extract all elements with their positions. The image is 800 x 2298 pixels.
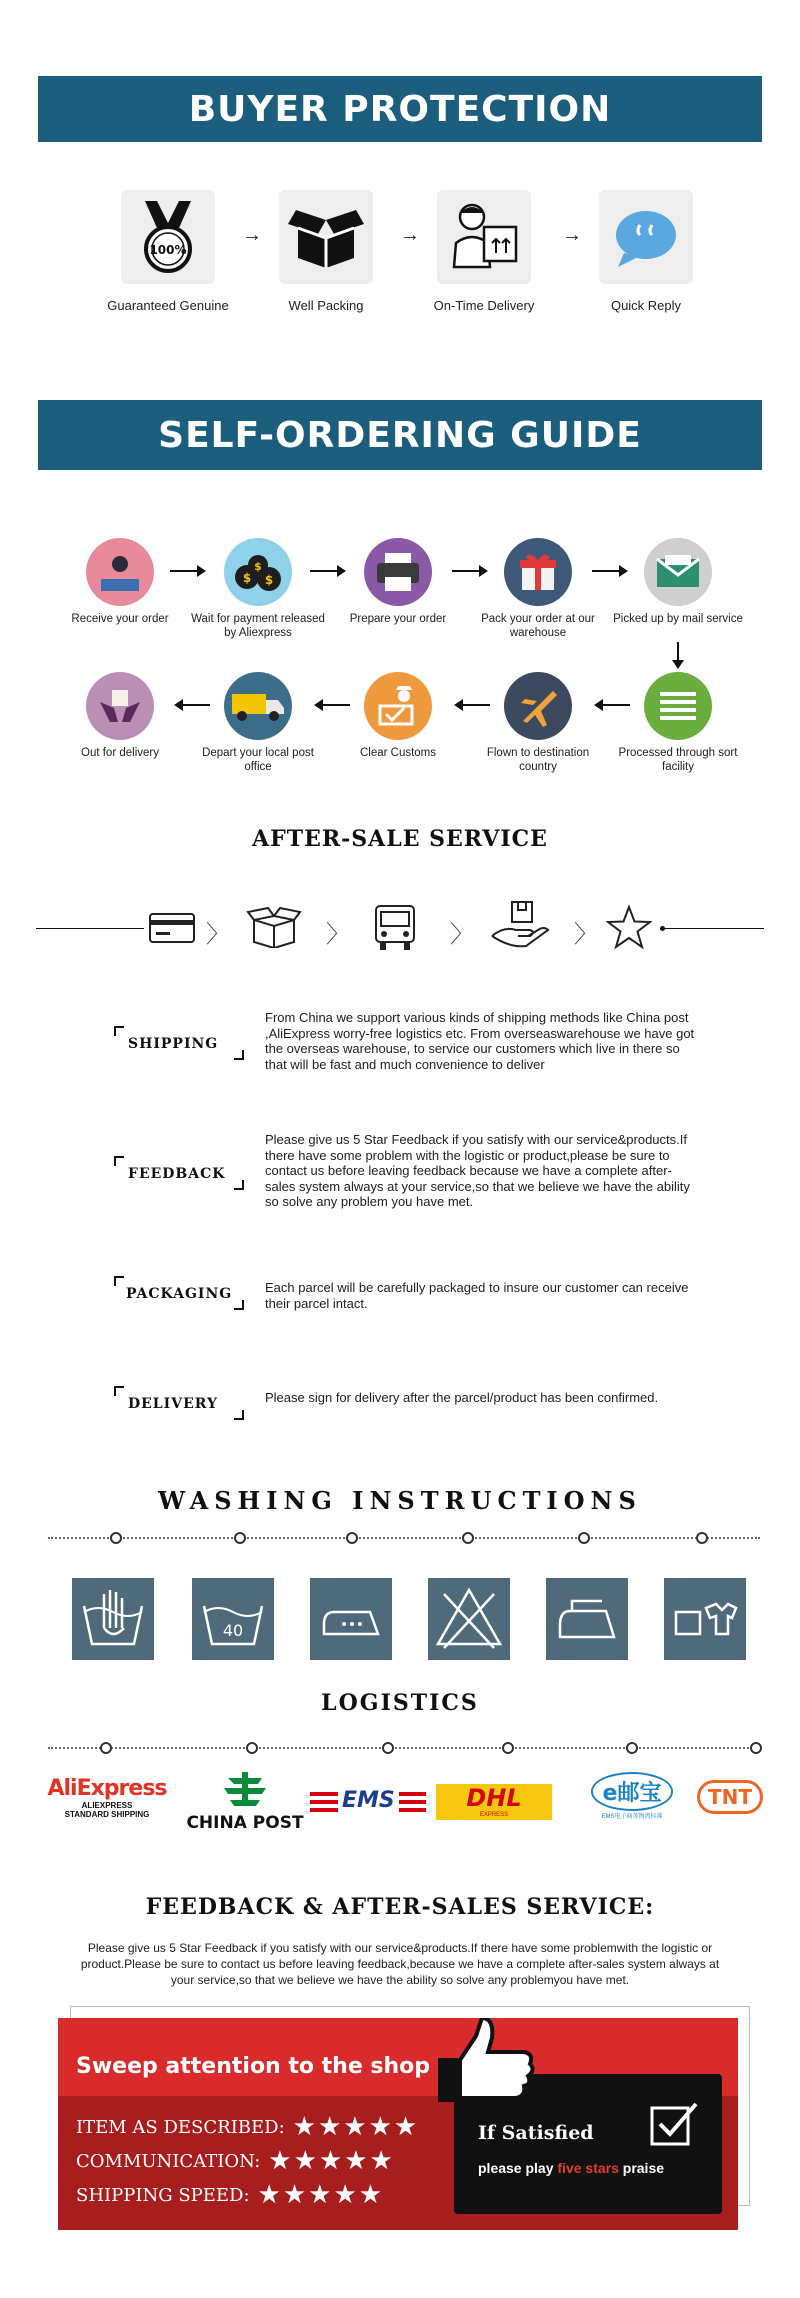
guide-step-pickup bbox=[608, 538, 748, 626]
step-label: Wait for payment released by Aliexpress bbox=[191, 613, 325, 639]
guide-step-prepare bbox=[328, 538, 468, 626]
five-stars-icon: ★★★★★ bbox=[257, 2180, 385, 2210]
feedback-text: Please give us 5 Star Feedback if you satisfy with our service&products.If there have some problemwith the logistic or product.Please be sure to contact us before leaving feedback,because we have a complete after-sales system always at your service,so that we believe we have the ability so solve any problemyou have met. bbox=[80, 1941, 720, 1987]
chat-bubble-icon bbox=[599, 190, 693, 284]
step-label: Pack your order at our warehouse bbox=[481, 613, 595, 639]
airplane-icon bbox=[504, 672, 572, 740]
timeline-ring bbox=[110, 1532, 122, 1544]
iron-low-icon bbox=[310, 1578, 392, 1660]
rating-row-item bbox=[76, 2112, 419, 2142]
bp-item-genuine bbox=[88, 190, 248, 313]
timeline-ring bbox=[750, 1742, 762, 1754]
arrow-right-icon: → bbox=[562, 224, 582, 246]
service-text-feedback: Please give us 5 Star Feedback if you satisfy with our service&products.If there have some problem with the logistic or product,please be sure to contact us before leaving feedback because we have a complete after-sales system always at your service,so that we believe we have the ability so solve any problem you have met. bbox=[265, 1132, 690, 1209]
logistics-dotted-line bbox=[48, 1747, 760, 1749]
svg-text:$: $ bbox=[264, 573, 274, 587]
rating-row-shipping bbox=[76, 2180, 384, 2210]
logistics-title: LOGISTICS bbox=[321, 1690, 479, 1716]
timeline-ring bbox=[502, 1742, 514, 1754]
arrow-right-icon: → bbox=[242, 224, 262, 246]
step-label: Clear Customs bbox=[359, 747, 437, 759]
timeline-ring bbox=[696, 1532, 708, 1544]
money-bags-icon bbox=[224, 538, 292, 606]
svg-text:$: $ bbox=[242, 571, 252, 585]
self-ordering-banner bbox=[38, 400, 762, 470]
timeline-line-left bbox=[36, 928, 144, 929]
rating-label: ITEM AS DESCRIBED: bbox=[76, 2116, 285, 2138]
chevron-right-icon: 〉 bbox=[326, 921, 350, 948]
eub-logo bbox=[582, 1772, 682, 1820]
guide-step-depart bbox=[188, 672, 328, 774]
wash-temp-text: 40 bbox=[222, 1621, 244, 1640]
step-label: Out for delivery bbox=[81, 747, 159, 759]
aliexpress-logo-sub: ALIEXPRESS bbox=[81, 1801, 133, 1810]
rating-label: COMMUNICATION: bbox=[76, 2150, 261, 2172]
truck-icon bbox=[224, 672, 292, 740]
china-post-emblem-icon bbox=[222, 1770, 268, 1808]
aliexpress-logo bbox=[44, 1776, 170, 1819]
aliexpress-logo-sub2: STANDARD SHIPPING bbox=[64, 1810, 150, 1819]
garments-icon bbox=[664, 1578, 746, 1660]
medal-100-icon bbox=[121, 190, 215, 284]
after-sale-title: AFTER-SALE SERVICE bbox=[252, 826, 548, 852]
service-label-feedback bbox=[114, 1156, 244, 1190]
timeline-ring bbox=[100, 1742, 112, 1754]
chevron-right-icon: 〉 bbox=[574, 921, 598, 948]
hand-wash-icon bbox=[72, 1578, 154, 1660]
eub-logo-text: e邮宝 bbox=[591, 1772, 674, 1811]
arrow-down-head bbox=[672, 660, 684, 669]
star-icon bbox=[606, 904, 652, 955]
step-label: Flown to destination country bbox=[486, 747, 590, 773]
washing-dotted-line bbox=[48, 1537, 760, 1539]
feedback-title: FEEDBACK & AFTER-SALES SERVICE: bbox=[145, 1894, 655, 1920]
guide-step-out-for-delivery bbox=[50, 672, 190, 760]
satisfied-subtitle: please play five stars praise bbox=[478, 2160, 665, 2176]
wash-40-icon bbox=[192, 1578, 274, 1660]
timeline-ring bbox=[346, 1532, 358, 1544]
step-label: Processed through sort facility bbox=[618, 747, 738, 773]
step-label: Depart your local post office bbox=[202, 747, 314, 773]
tnt-logo bbox=[690, 1780, 770, 1814]
timeline-ring bbox=[234, 1532, 246, 1544]
arrow-right-icon: → bbox=[400, 224, 420, 246]
china-post-logo-text: CHINA POST bbox=[186, 1813, 304, 1833]
buyer-protection-banner bbox=[38, 76, 762, 142]
tnt-logo-text: TNT bbox=[697, 1780, 763, 1814]
service-text-packaging: Each parcel will be carefully packaged to insure our customer can receive their parcel intact. bbox=[265, 1280, 689, 1311]
timeline-ring bbox=[382, 1742, 394, 1754]
aliexpress-logo-text: AliExpress bbox=[47, 1776, 167, 1801]
dhl-logo bbox=[436, 1784, 552, 1820]
satisfied-title: If Satisfied bbox=[478, 2122, 594, 2144]
buyer-protection-row bbox=[0, 190, 800, 330]
hand-package-icon bbox=[490, 900, 550, 955]
envelope-icon bbox=[644, 538, 712, 606]
chevron-right-icon: 〉 bbox=[206, 921, 230, 948]
sort-lines-icon bbox=[644, 672, 712, 740]
rating-row-communication bbox=[76, 2146, 395, 2176]
printer-icon bbox=[364, 538, 432, 606]
person-laptop-icon bbox=[86, 538, 154, 606]
guide-step-sort bbox=[608, 672, 748, 774]
customs-officer-icon bbox=[364, 672, 432, 740]
dhl-logo-sub: EXPRESS bbox=[479, 1812, 509, 1818]
dhl-logo-text: DHL bbox=[466, 1784, 522, 1812]
timeline-ring bbox=[462, 1532, 474, 1544]
service-label-delivery bbox=[114, 1386, 244, 1420]
open-box-icon bbox=[279, 190, 373, 284]
guide-step-payment bbox=[188, 538, 328, 640]
five-stars-icon: ★★★★★ bbox=[268, 2146, 395, 2176]
timeline-ring bbox=[246, 1742, 258, 1754]
bp-label: Quick Reply bbox=[610, 298, 682, 313]
service-label-text: DELIVERY bbox=[128, 1396, 218, 1412]
ems-logo-text: EMS bbox=[338, 1788, 399, 1813]
eub-logo-sub: EMS电子商务物流标准 bbox=[601, 1814, 663, 1820]
self-ordering-title: SELF-ORDERING GUIDE bbox=[158, 414, 642, 456]
bp-label: On-Time Delivery bbox=[433, 298, 535, 313]
ems-logo bbox=[310, 1786, 426, 1816]
service-label-shipping bbox=[114, 1026, 244, 1060]
bp-item-delivery bbox=[404, 190, 564, 313]
service-text-shipping: From China we support various kinds of shipping methods like China post ,AliExpress worry-free logistics etc. From overseaswarehouse we have got the overseas warehouse, to service our customers which live in there so that will be fast and much convenience to deliver bbox=[265, 1010, 695, 1072]
rating-label: SHIPPING SPEED: bbox=[76, 2184, 250, 2206]
arrow-down-icon bbox=[677, 642, 679, 662]
credit-card-icon bbox=[148, 912, 196, 949]
service-label-text: PACKAGING bbox=[126, 1286, 233, 1302]
checkbox-check-icon bbox=[650, 2100, 700, 2151]
buyer-protection-title: BUYER PROTECTION bbox=[188, 88, 612, 130]
step-label: Picked up by mail service bbox=[613, 613, 743, 625]
five-stars-icon: ★★★★★ bbox=[292, 2112, 420, 2142]
thumbs-up-icon bbox=[428, 2018, 538, 2113]
promo-banner bbox=[58, 2018, 738, 2230]
iron-icon bbox=[546, 1578, 628, 1660]
svg-text:$: $ bbox=[254, 560, 262, 573]
gift-box-icon bbox=[504, 538, 572, 606]
medal-badge-text: 100% bbox=[149, 243, 187, 257]
hands-box-icon bbox=[86, 672, 154, 740]
guide-step-receive bbox=[50, 538, 190, 626]
chevron-right-icon: 〉 bbox=[450, 921, 474, 948]
step-label: Prepare your order bbox=[349, 613, 447, 625]
service-text-delivery: Please sign for delivery after the parcel/product has been confirmed. bbox=[265, 1390, 659, 1405]
service-label-text: FEEDBACK bbox=[128, 1166, 226, 1182]
bp-item-packing bbox=[246, 190, 406, 313]
bp-label: Well Packing bbox=[288, 298, 364, 313]
service-label-packaging bbox=[114, 1276, 244, 1310]
timeline-ring bbox=[626, 1742, 638, 1754]
china-post-logo bbox=[180, 1770, 310, 1833]
step-label: Receive your order bbox=[71, 613, 169, 625]
guide-step-flown bbox=[468, 672, 608, 774]
open-box-outline-icon bbox=[246, 906, 302, 953]
bp-label: Guaranteed Genuine bbox=[107, 298, 229, 313]
no-bleach-icon bbox=[428, 1578, 510, 1660]
truck-front-icon bbox=[372, 902, 418, 957]
timeline-dot bbox=[660, 926, 665, 931]
washing-title: WASHING INSTRUCTIONS bbox=[158, 1486, 642, 1515]
service-label-text: SHIPPING bbox=[128, 1036, 219, 1052]
timeline-line-right bbox=[660, 928, 764, 929]
courier-icon bbox=[437, 190, 531, 284]
guide-step-customs bbox=[328, 672, 468, 760]
bp-item-reply bbox=[566, 190, 726, 313]
guide-step-pack bbox=[468, 538, 608, 640]
promo-heading: Sweep attention to the shop bbox=[76, 2054, 431, 2079]
timeline-ring bbox=[578, 1532, 590, 1544]
